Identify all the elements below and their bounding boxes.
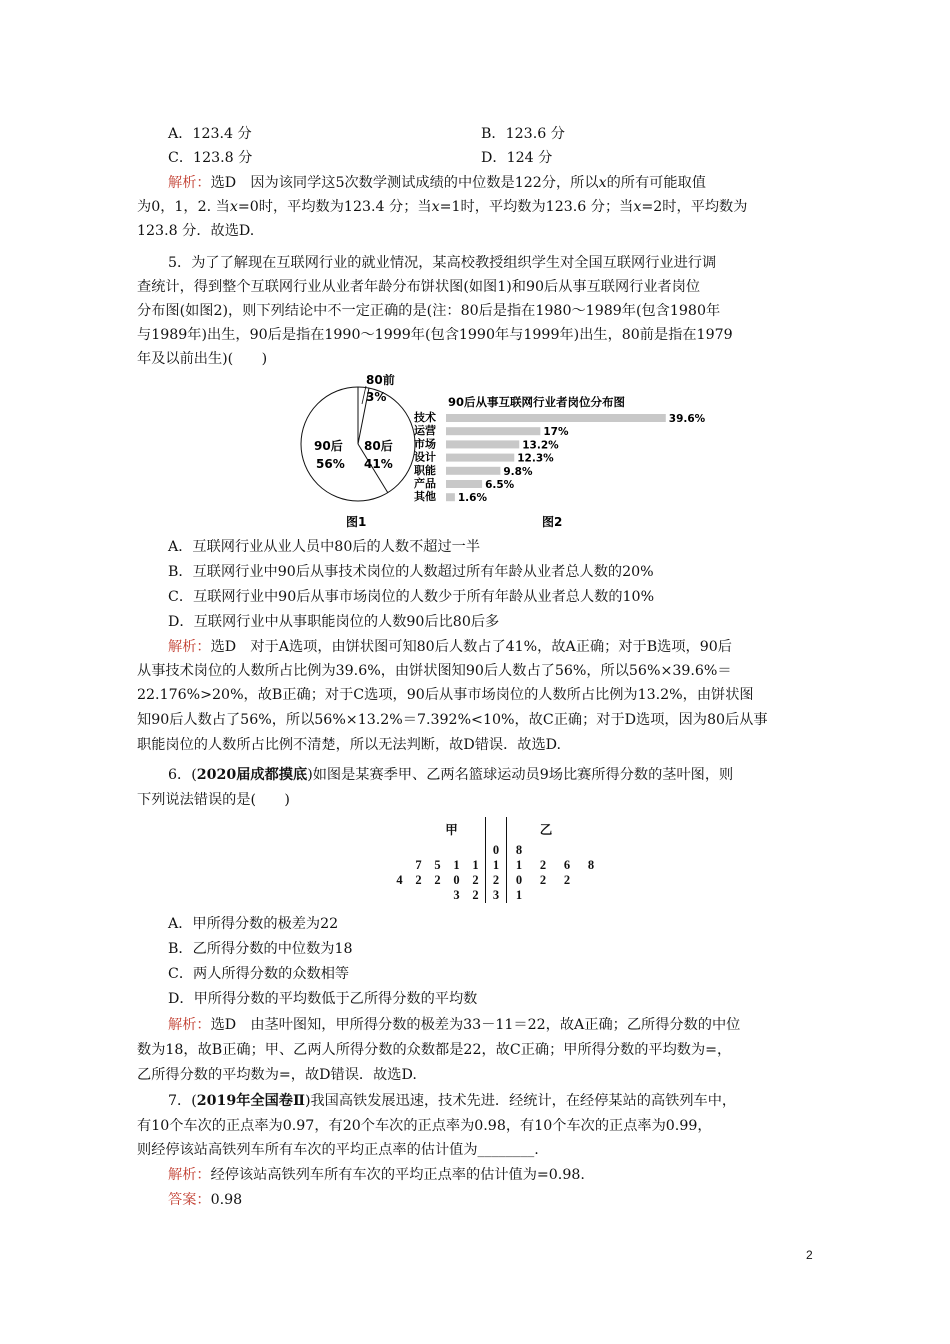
variable-x: x [229,199,238,215]
q4-solution-text: 的所有可能取值 [606,175,706,191]
stem-leaf-row [390,888,603,903]
right-leaf: 1 [515,888,523,902]
left-leaf: 0 [453,873,460,887]
figure-2-caption: 图2 [542,515,563,529]
stem-leaf-plot [390,817,603,903]
q5-stem-line-4: 与1989年)出生，90后是指在1990～1999年(包含1990年与1999年)出生，80前是指在1979 [137,327,733,343]
bar [446,454,514,462]
pie-label-80s: 80后 [364,439,393,453]
pie-label-80before: 80前 [366,374,395,387]
q5-stem-line-1: 5．为了了解现在互联网行业的就业情况，某高校教授组织学生对全国互联网行业进行调 [168,255,717,271]
stem-leaf-left-header: 甲 [445,822,458,837]
q5-option-b: B．互联网行业中90后从事技术岗位的人数超过所有年龄从业者总人数的20% [168,564,654,580]
q7-solution-line [168,1165,585,1185]
right-leaf: 2 [563,873,571,887]
q5-stem-line-5: 年及以前出生)( ) [137,351,268,367]
right-leaf [555,888,579,903]
q4-option-a: A．123.4 分 [168,126,252,142]
right-leaf: 6 [563,858,571,872]
bar [446,414,666,422]
right-leaf: 8 [587,858,595,872]
left-leaf: 5 [434,858,441,872]
left-leaf [466,843,485,858]
q6-solution-line-1 [168,1015,740,1035]
q4-solution-label: 解析： [168,175,211,191]
right-leaf [555,843,579,858]
q5-option-c: C．互联网行业中90后从事市场岗位的人数少于所有年龄从业者总人数的10% [168,589,655,605]
right-leaf: 8 [515,843,523,857]
right-leaf: 2 [539,873,547,887]
right-leaf [531,888,555,903]
stem-leaf-row [390,843,603,858]
bar-value-label: 13.2% [522,439,559,452]
q7-solution-label: 解析： [168,1167,211,1183]
pie-value-80s: 41% [364,457,393,471]
left-leaf [390,858,409,873]
bar-value-label: 6.5% [485,479,515,491]
variable-x: x [633,199,642,215]
left-leaf [390,888,409,903]
q6-option-d: D．甲所得分数的平均数低于乙所得分数的平均数 [168,991,478,1007]
q5-stem-line-2: 查统计，得到整个互联网行业从业者年龄分布饼状图(如图1)和90后从事互联网行业者岗位 [137,279,701,295]
stem-leaf-right-header: 乙 [539,822,553,837]
q4-solution-line-2 [137,197,747,217]
left-leaf [409,888,428,903]
q6-number: 6．( [168,767,197,783]
q6-solution-line-2: 数为18，故B正确；甲、乙两人所得分数的众数都是22，故C正确；甲所得分数的平均数为=， [137,1042,732,1058]
q7-stem-line-1 [168,1091,736,1111]
left-leaf: 2 [472,888,479,902]
left-leaf [447,843,466,858]
bar-category-label: 技术 [414,411,436,424]
right-leaf [579,888,603,903]
figure-1-caption: 图1 [346,515,367,529]
q7-stem-line-3: 则经停该站高铁列车所有车次的平均正点率的估计值为________. [137,1142,539,1158]
left-leaf [390,843,409,858]
bar [446,440,519,448]
bar-category-label: 职能 [414,463,436,477]
q6-solution-line-3: 乙所得分数的平均数为=，故D错误．故选D. [137,1067,417,1083]
stem-value: 1 [485,858,507,873]
pie-label-90s: 90后 [314,439,343,453]
q5-solution-line-2: 从事技术岗位的人数所占比例为39.6%，由饼状图知90后人数占了56%，所以56%×39.6%＝ [137,663,732,679]
left-leaf [428,843,447,858]
bar-chart-title: 90后从事互联网行业者岗位分布图 [448,395,626,409]
left-leaf: 2 [434,873,441,887]
right-leaf: 1 [515,858,523,872]
q6-option-c: C．两人所得分数的众数相等 [168,966,350,982]
q7-answer-label: 答案： [168,1192,211,1208]
q4-solution-line-3: 123.8 分．故选D. [137,223,255,239]
stem-value: 0 [485,843,507,858]
bar-value-label: 1.6% [457,492,488,505]
left-leaf: 2 [472,873,479,887]
bar-value-label: 39.6% [668,413,706,425]
q4-solution-text: =0时，平均数为123.4 分；当 [237,199,432,215]
q6-option-a: A．甲所得分数的极差为22 [168,916,339,932]
q7-solution-text: 经停该站高铁列车所有车次的平均正点率的估计值为=0.98. [210,1167,585,1183]
stem-value: 2 [485,873,507,888]
q4-solution-text: 为0，1，2. 当 [137,199,230,215]
q4-solution-text: 选D 因为该同学这5次数学测试成绩的中位数是122分，所以 [210,175,599,191]
bar-value-label: 17% [543,426,569,439]
q5-solution-line-3: 22.176%>20%，故B正确；对于C选项，90后从事市场岗位的人数所占比例为13.2%，由饼状图 [137,687,754,703]
left-leaf: 1 [453,858,460,872]
q4-solution-text: =1时，平均数为123.6 分；当 [439,199,634,215]
pie-value-90s: 56% [316,457,345,471]
bar [446,493,455,501]
q7-stem-line-2: 有10个车次的正点率为0.97，有20个车次的正点率为0.98，有10个车次的正点率为0.99， [137,1118,712,1134]
q5-solution-label: 解析： [168,639,211,655]
right-leaf [579,873,603,888]
left-leaf: 1 [472,858,479,872]
bar [446,427,540,435]
q4-option-c: C．123.8 分 [168,150,253,166]
stem-leaf-row [390,873,603,888]
bar-category-label: 产品 [414,477,436,490]
q6-stem-text: )如图是某赛季甲、乙两名篮球运动员9场比赛所得分数的茎叶图，则 [307,767,734,783]
left-leaf: 7 [415,858,422,872]
bar-category-label: 运营 [414,424,436,438]
q7-number: 7．( [168,1093,197,1109]
q5-solution-text: 选D 对于A选项，由饼状图可知80后人数占了41%，故A正确；对于B选项，90后 [210,639,732,655]
bar-category-label: 其他 [414,490,436,504]
left-leaf [428,888,447,903]
bar-category-label: 市场 [414,437,436,451]
stem-header-cell [485,817,507,843]
pie-chart-figure-1 [296,374,426,534]
stem-leaf-row [390,858,603,873]
bar-value-label: 9.8% [503,465,533,478]
q4-option-d: D．124 分 [481,150,553,166]
right-leaf: 0 [515,873,523,887]
pie-value-80before: 3% [366,390,387,404]
page-number: 2 [806,1248,813,1262]
q5-option-a: A．互联网行业从业人员中80后的人数不超过一半 [168,539,481,555]
bar-chart-figure-2 [412,392,722,534]
q5-solution-line-1 [168,637,732,657]
left-leaf: 4 [396,873,403,887]
q6-source: 2020届成都摸底 [196,767,308,783]
right-leaf: 2 [539,858,547,872]
q7-source: 2019年全国卷Ⅱ [196,1093,305,1109]
bar [446,467,500,475]
q5-solution-line-5: 职能岗位的人数所占比例不清楚，所以无法判断，故D错误．故选D. [137,737,562,753]
bar-category-label: 设计 [414,450,436,464]
variable-x: x [431,199,440,215]
left-leaf [409,843,428,858]
q6-option-b: B．乙所得分数的中位数为18 [168,941,353,957]
q6-stem-line-1 [168,765,733,785]
left-leaf: 2 [415,873,422,887]
right-leaf [579,843,603,858]
q4-solution-text: =2时，平均数为 [641,199,748,215]
bar [446,480,482,488]
q7-stem-text: )我国高铁发展迅速，技术先进．经统计，在经停某站的高铁列车中， [304,1093,737,1109]
q6-solution-text: 选D 由茎叶图知，甲所得分数的极差为33－11＝22，故A正确；乙所得分数的中位 [210,1017,741,1033]
q7-answer-value: 0.98 [210,1192,243,1208]
bar-value-label: 12.3% [517,452,554,465]
q5-option-d: D．互联网行业中从事职能岗位的人数90后比80后多 [168,614,500,630]
q4-solution-line-1 [168,173,706,193]
q5-solution-line-4: 知90后人数占了56%，所以56%×13.2%＝7.392%<10%，故C正确；对于D选项，因为80后从事 [137,712,768,728]
stem-value: 3 [485,888,507,903]
q7-answer-line [168,1190,242,1210]
q6-solution-label: 解析： [168,1017,211,1033]
q6-stem-line-2: 下列说法错误的是( ) [137,792,290,808]
right-leaf [531,843,555,858]
variable-x: x [598,175,607,191]
q4-option-b: B．123.6 分 [481,126,565,142]
left-leaf: 3 [453,888,460,902]
q5-stem-line-3: 分布图(如图2)，则下列结论中不一定正确的是(注：80后是指在1980～1989年(包含1980年 [137,303,721,319]
